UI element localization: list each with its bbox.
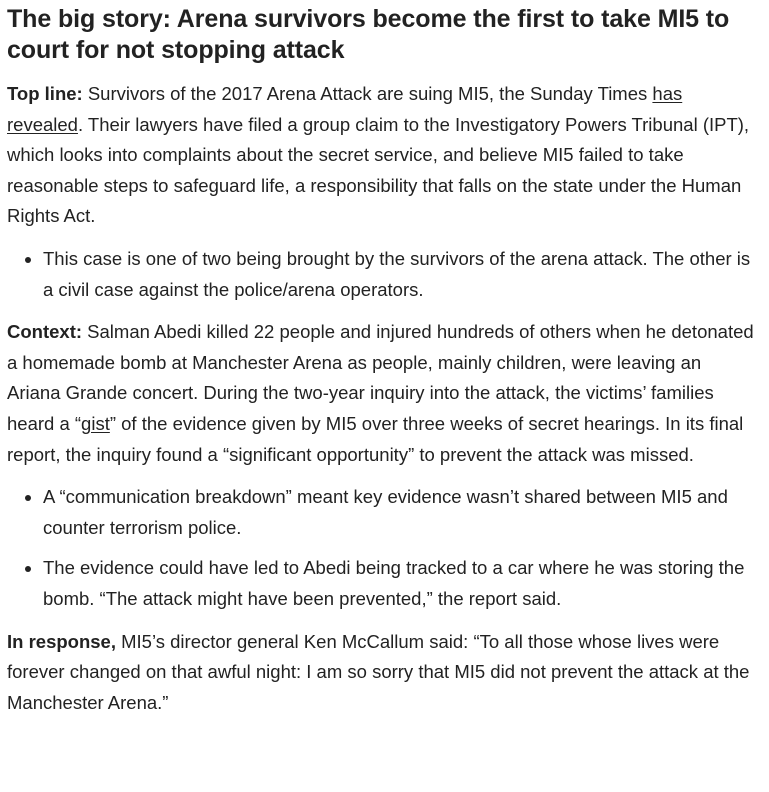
response-text: MI5’s director general Ken McCallum said: “To all those whose lives were forever changed on that awful night: I am so sorry that MI5 did not prevent the attack at the Manchester Arena.” [7,630,750,713]
has-revealed-link[interactable]: has revealed [7,83,683,135]
list-item [43,244,755,305]
response-paragraph [7,627,755,719]
context-label: Context: [7,321,83,343]
top-line-label: Top line: [7,83,83,104]
context-text-after-link: ” of the evidence given by MI5 over three weeks of secret hearings. In its final report, the inquiry found a “significant opportunity” to prevent the attack was missed. [7,412,744,465]
list-item [43,553,755,614]
context-paragraph [7,317,755,470]
list-item-text: This case is one of two being brought by the survivors of the arena attack. The other is a civil case against the police/arena operators. [43,247,751,300]
bullet-dot-icon [25,495,31,501]
bullet-dot-icon [25,257,31,263]
bullet-list-2 [7,482,755,614]
top-line-text-before-link: Survivors of the 2017 Arena Attack are suing MI5, the Sunday Times [82,83,653,104]
list-item-text: A “communication breakdown” meant key evidence wasn’t shared between MI5 and counter terrorism police. [43,486,728,538]
top-line-paragraph [7,79,755,232]
gist-link[interactable]: gist [81,412,110,434]
list-item [43,482,755,543]
bullet-dot-icon [25,566,31,572]
article-title: The big story: Arena survivors become the first to take MI5 to court for not stopping attack [7,5,730,64]
bullet-list-1 [7,244,755,305]
top-line-text-after-link: . Their lawyers have filed a group claim to the Investigatory Powers Tribunal (IPT), which looks into complaints about the secret service, and believe MI5 failed to take reasonable steps to safeguard life, a responsibility that falls on the state under the Human Rights Act. [7,113,750,227]
list-item-text: The evidence could have led to Abedi being tracked to a car where he was storing the bomb. “The attack might have been prevented,” the report said. [43,557,745,609]
response-label: In response, [7,630,116,652]
context-text-before-link: Salman Abedi killed 22 people and injured hundreds of others when he detonated a homemade bomb at Manchester Arena as people, mainly children, were leaving an Ariana Grande concert. During the two-year inquiry into the attack, the victims’ families heard a “ [7,321,754,434]
